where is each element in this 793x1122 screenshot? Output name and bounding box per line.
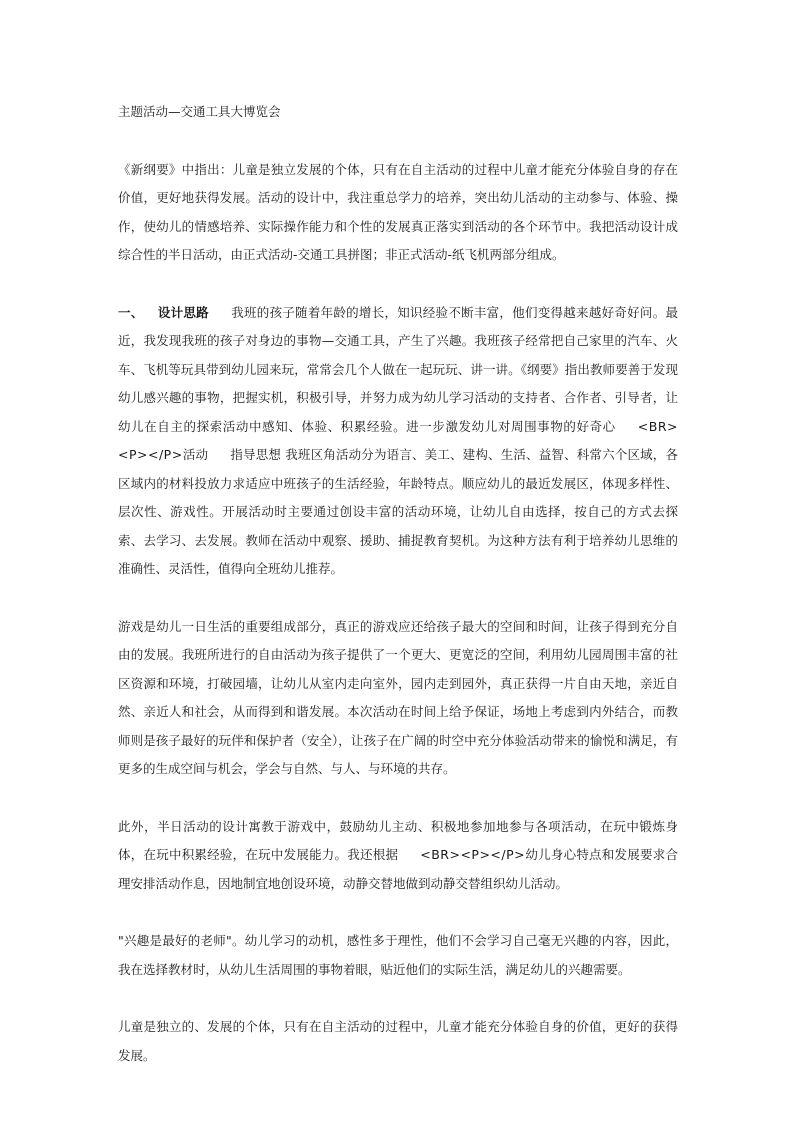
html-tag-text: <BR><P></P> [420, 847, 526, 862]
design-ideas-text-c: 指导思想 我班区角活动分为语言、美工、建构、生活、益智、科常六个区域，各区域内的材料投放力求适应中班孩子的生活经验，年龄特点。顺应幼儿的最近发展区，体现多样性、层次性、游戏性。开展活动时主要通过创设丰富的活动环境，让幼儿自由选择，按自己的方式去探索、去学习、去发展。教师在活动中观察、援助、捕捉教育契机。为这种方法有利于培养幼儿思维的准确性、灵活性，值得向全班幼儿推荐。 [118, 447, 678, 576]
half-day-text-b: 幼儿身心特点和发展要求合理安排活动作息，因地制宜地创设环境，动静交替地做到动静交替组织幼儿活动。 [118, 847, 678, 891]
design-ideas-text-a: 我班的孩子随着年龄的增长，知识经验不断丰富，他们变得越来越好奇好问。最近，我发现我班的孩子对身边的事物—交通工具，产生了兴趣。我班孩子经常把自己家里的汽车、火车、飞机等玩具带到幼儿园来玩，常常会几个人做在一起玩玩、讲一讲。《纲要》指出教师要善于发现幼儿感兴趣的事物，把握实机，积极引导，并努力成为幼儿学习活动的支持者、合作者、引导者，让幼儿在自主的探索活动中感知、体验、积累经验。进一步激发幼儿对周围事物的好奇心 [118, 304, 678, 434]
html-tag-text: <BR><P></P> [118, 418, 678, 462]
interest-paragraph: "兴趣是最好的老师"。幼儿学习的动机，感性多于理性，他们不会学习自己毫无兴趣的内容，因此，我在选择教材时，从幼儿生活周围的事物着眼，贴近他们的实际生活，满足幼儿的兴趣需要。 [118, 933, 678, 977]
half-day-text-a: 此外，半日活动的设计寓教于游戏中，鼓励幼儿主动、积极地参加地参与各项活动，在玩中锻炼身体，在玩中积累经验，在玩中发展能力。我还根据 [118, 818, 678, 862]
design-ideas-paragraph [118, 299, 678, 584]
game-paragraph: 游戏是幼儿一日生活的重要组成部分，真正的游戏应还给孩子最大的空间和时间，让孩子得到充分自由的发展。我班所进行的自由活动为孩子提供了一个更大、更宽泛的空间，利用幼儿园周围丰富的社区资源和环境，打破园墙，让幼儿从室内走向室外，园内走到园外，真正获得一片自由天地，亲近自然、亲近人和社会，从而得到和谐发展。本次活动在时间上给予保证，场地上考虑到内外结合，而教师则是孩子最好的玩伴和保护者（安全），让孩子在广阔的时空中充分体验活动带来的愉悦和满足，有更多的生成空间与机会，学会与自然、与人、与环境的共存。 [118, 618, 678, 776]
half-day-paragraph [118, 813, 678, 899]
document-body [118, 98, 678, 1099]
section-number: 一、 [118, 304, 144, 320]
section-heading: 设计思路 [157, 304, 209, 320]
design-ideas-text-b: 活动 [182, 447, 209, 462]
closing-paragraph: 儿童是独立的、发展的个体，只有在自主活动的过程中，儿童才能充分体验自身的价值，更好的获得发展。 [118, 1019, 678, 1063]
intro-paragraph: 《新纲要》中指出：儿童是独立发展的个体，只有在自主活动的过程中儿童才能充分体验自身的存在价值，更好地获得发展。活动的设计中，我注重总学力的培养，突出幼儿活动的主动参与、体验、操作，使幼儿的情感培养、实际操作能力和个性的发展真正落实到活动的各个环节中。我把活动设计成综合性的半日活动，由正式活动-交通工具拼图；非正式活动-纸飞机两部分组成。 [118, 161, 678, 262]
document-title: 主题活动—交通工具大博览会 [118, 104, 281, 119]
